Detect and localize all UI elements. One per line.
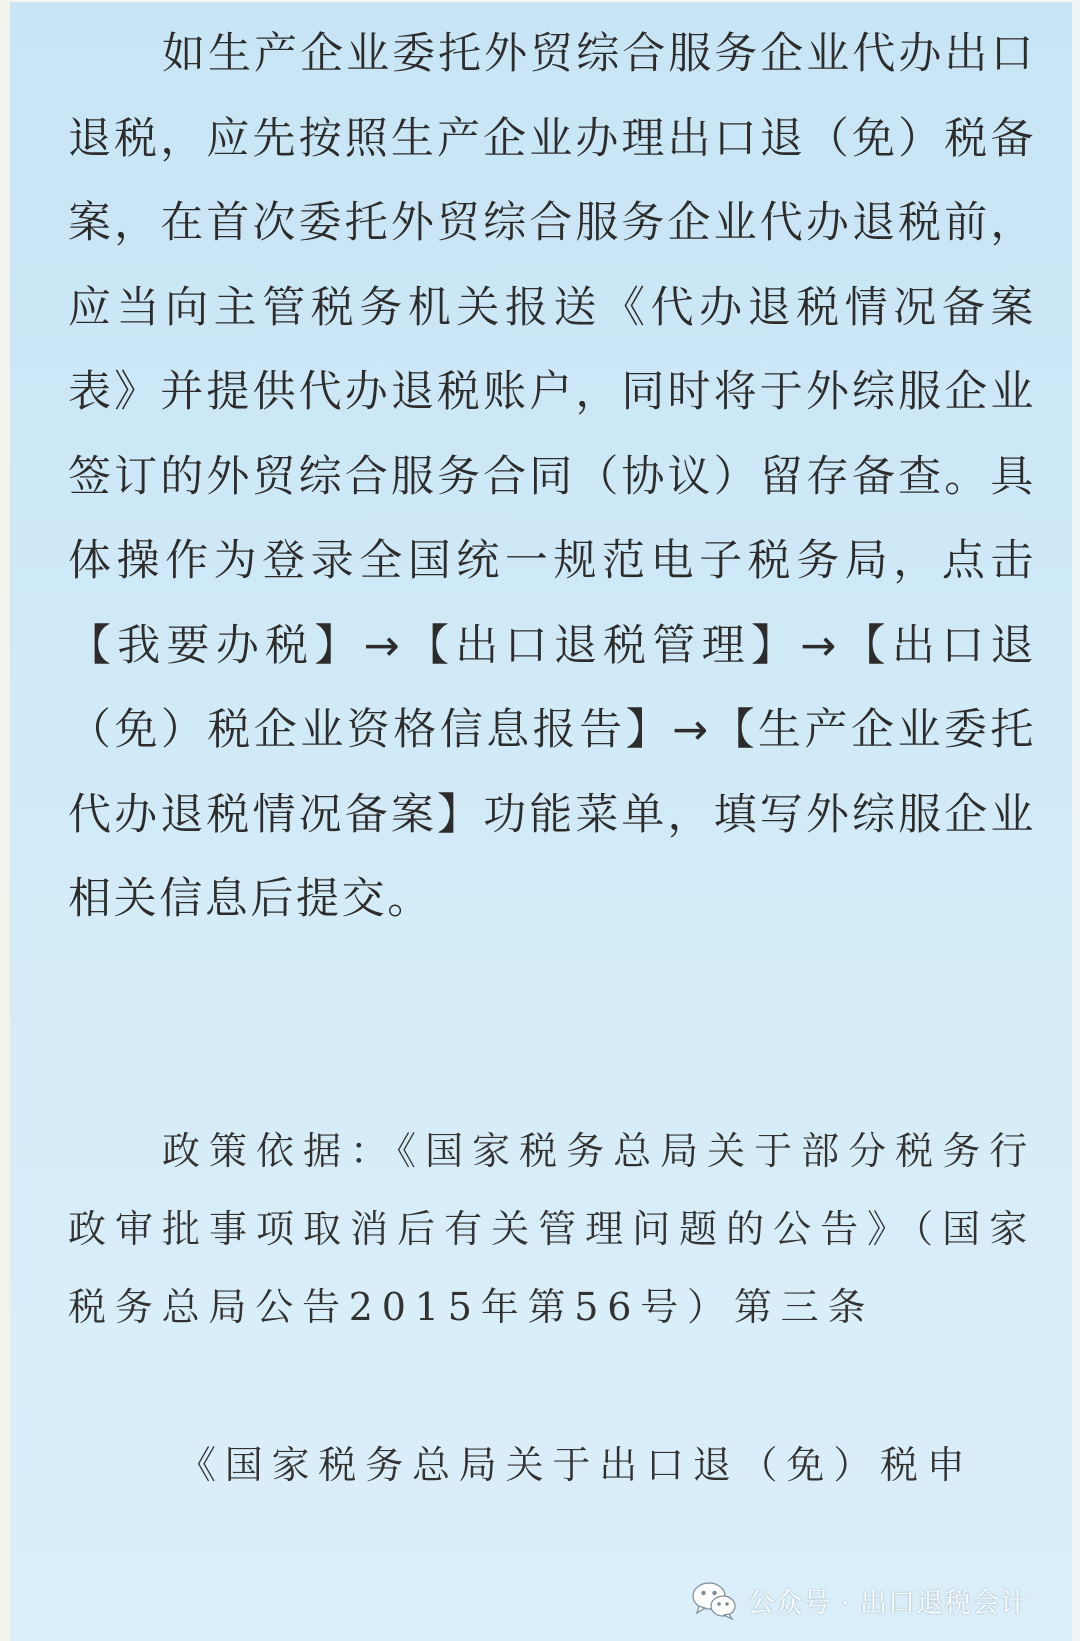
- policy-basis-paragraph: 政策依据：《国家税务总局关于部分税务行政审批事项取消后有关管理问题的公告》（国家税务总局公告2015年第56号）第三条: [68, 1129, 1036, 1329]
- policy-basis-continuation: 《国家税务总局关于出口退（免）税申: [178, 1443, 974, 1487]
- account-watermark: [691, 1580, 1028, 1620]
- main-paragraph: 如生产企业委托外贸综合服务企业代办出口退税，应先按照生产企业办理出口退（免）税备案，在首次委托外贸综合服务企业代办退税前，应当向主管税务机关报送《代办退税情况备案表》并提供代办退税账户，同时将于外综服企业签订的外贸综合服务合同（协议）留存备查。具体操作为登录全国统一规范电子税务局，点击【我要办税】→【出口退税管理】→【出口退（免）税企业资格信息报告】→【生产企业委托代办退税情况备案】功能菜单，填写外综服企业相关信息后提交。: [68, 29, 1036, 924]
- wechat-icon: [691, 1580, 737, 1620]
- watermark-text: 公众号 · 出口退税会计: [747, 1587, 1028, 1619]
